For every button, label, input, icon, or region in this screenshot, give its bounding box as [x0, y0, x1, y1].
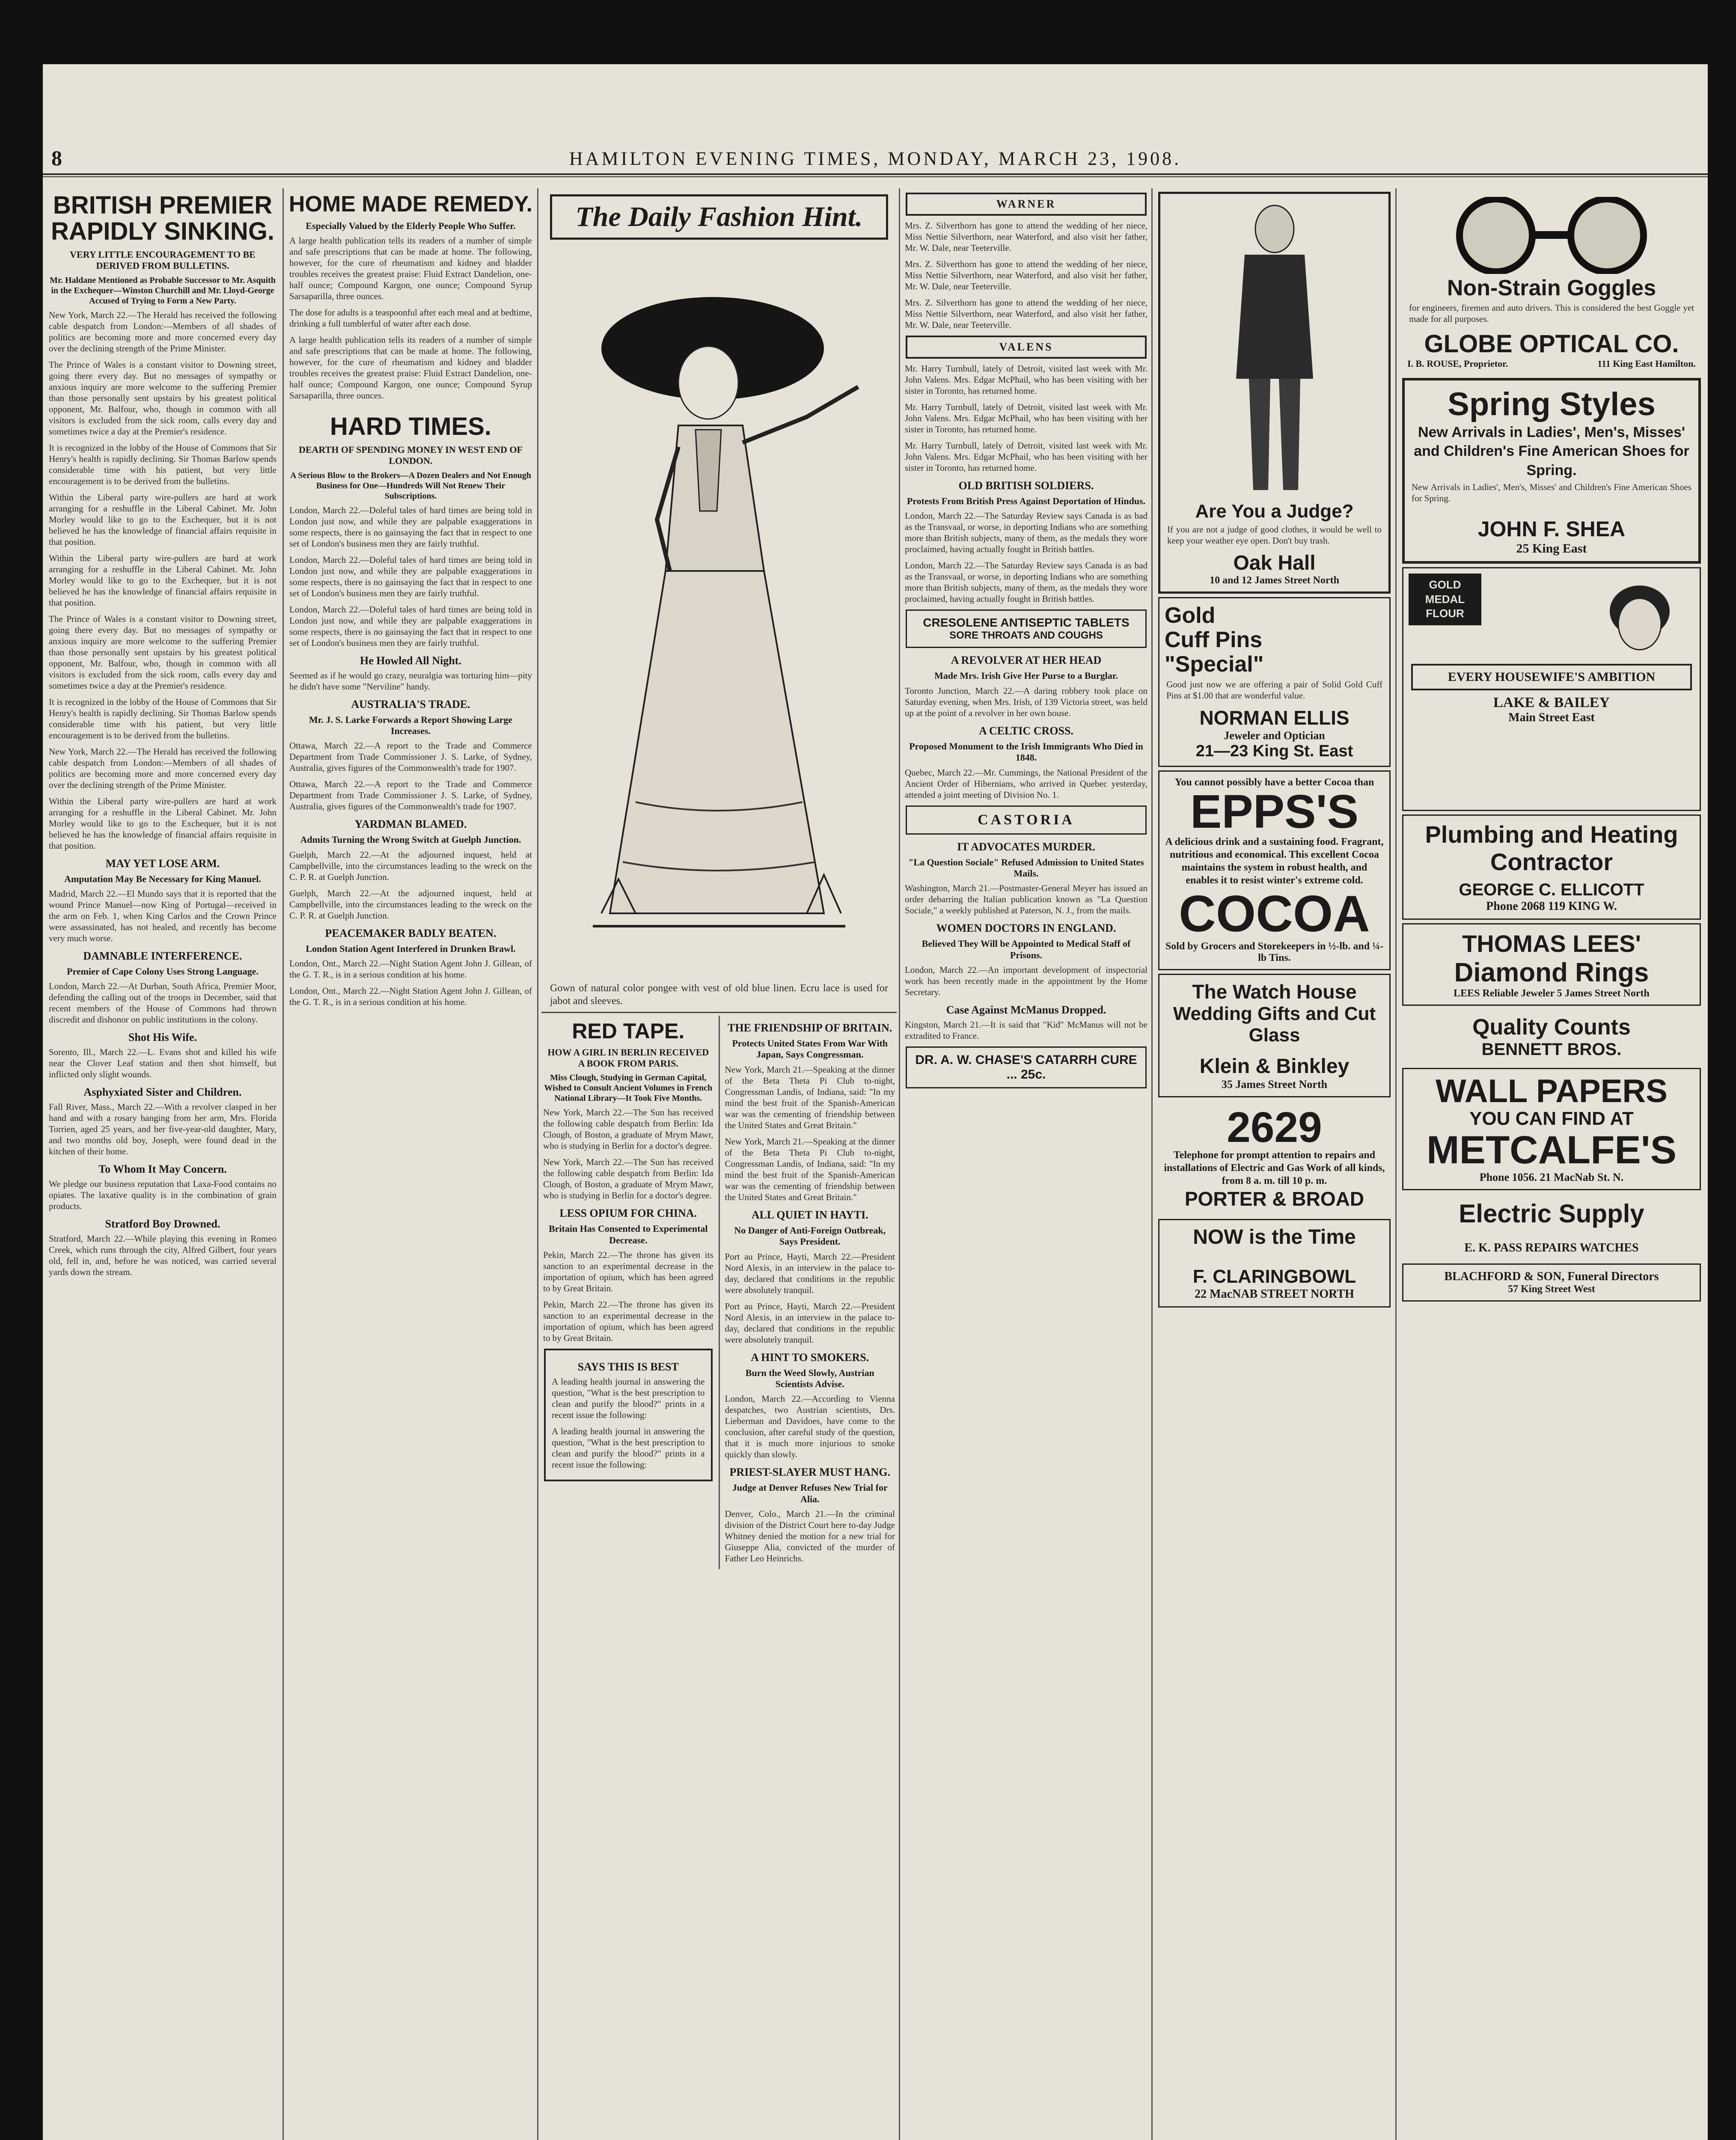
headline-warner: WARNER: [996, 198, 1056, 210]
section-rule: [541, 1012, 897, 1013]
article-paragraph: New York, March 21.—Speaking at the dinner of the Beta Theta Pi Club to-night, Congressman Landis, of Indiana, said: "In my mind the best fruit of the Spanish-American war was the cementing of friendship between the United States and Great Britain.": [725, 1064, 895, 1130]
article-paragraph: London, March 22.—At Durban, South Africa, Premier Moor, defending the calling out of the troops in December, said that recent members of the House of Commons had thrown discredit and dishonor on public institutions in the colony.: [49, 981, 276, 1025]
john-shea-address: 25 King East: [1516, 541, 1587, 556]
headline-valens: VALENS: [999, 341, 1053, 353]
article-paragraph: Mr. Harry Turnbull, lately of Detroit, visited last week with Mr. John Valens. Mrs. Edgar McPhail, who has been visiting with her sister in Toronto, has returned home.: [905, 363, 1147, 396]
article-paragraph: Mrs. Z. Silverthorn has gone to attend the wedding of her niece, Miss Nettie Silverthorn, near Waterford, and also visit her father, Mr. W. Dale, near Teeterville.: [905, 297, 1147, 330]
article-paragraph: London, March 22.—An important development of inspectorial work has been recently made in the appointment by the Home Secretary.: [905, 965, 1147, 998]
cresolene-title: CRESOLENE ANTISEPTIC TABLETS: [923, 616, 1130, 630]
cocoa-word: COCOA: [1179, 885, 1370, 942]
article-paragraph: It is recognized in the lobby of the House of Commons that Sir Henry's health is rapidly declining. Sir Thomas Barlow spends considerable time with his patient, but very little encouragement is to be derived from the bulletins.: [49, 696, 276, 740]
plumbing-ad: [1402, 814, 1701, 920]
article-paragraph: A large health publication tells its readers of a number of simple and safe prescriptions that can be made at home. The following, however, for the cure of rheumatism and kidney and bladder troubles receives the greatest praise: Fluid Extract Dandelion, one-half ounce; Compound Kargon, one ounce; Compound Syrup Sarsaparilla, three ounces.: [289, 235, 532, 301]
fashion-title-box: [550, 194, 888, 240]
deck: Admits Turning the Wrong Switch at Guelph Junction.: [300, 834, 521, 845]
article-paragraph: A large health publication tells its readers of a number of simple and safe prescriptions that can be made at home. The following, however, for the cure of rheumatism and kidney and bladder troubles receives the greatest praise: Fluid Extract Dandelion, one-half ounce; Compound Kargon, one ounce; Compound Syrup Sarsaparilla, three ounces.: [289, 334, 532, 401]
deck: HOW A GIRL IN BERLIN RECEIVED A BOOK FROM PARIS.: [547, 1046, 709, 1069]
ad-text: New Arrivals in Ladies', Men's, Misses' and Children's Fine American Shoes for Spring.: [1412, 482, 1691, 503]
article-paragraph: Madrid, March 22.—El Mundo says that it is reported that the wound Prince Manuel—now King of Portugal—received in the arm on Feb. 1, when King Carlos and the Crown Prince were assassinated, has not healed, and recently has become very much worse.: [49, 888, 276, 943]
fashion-illustration: [550, 246, 888, 982]
gold-medal-flour-ad: [1402, 567, 1701, 811]
headline-hayti: ALL QUIET IN HAYTI.: [751, 1208, 868, 1221]
article-paragraph: New York, March 22.—The Herald has received the following cable despatch from London:—Members of all shades of politics are becoming more and more concerned every day over the declining strength of the Prime Minister.: [49, 309, 276, 354]
headline-hint-smokers: A HINT TO SMOKERS.: [751, 1351, 869, 1364]
article-paragraph: Ottawa, March 22.—A report to the Trade and Commerce Department from Trade Commissioner J. S. Larke, of Sydney, Australia, gives figures of the Commonwealth's trade for 1907.: [289, 779, 532, 812]
ellicott-phone: Phone 2068 119 KING W.: [1486, 899, 1617, 913]
deck: Made Mrs. Irish Give Her Purse to a Burglar.: [934, 670, 1118, 681]
subcolumn-right: [720, 1016, 897, 1569]
headline-friendship: THE FRIENDSHIP OF BRITAIN.: [728, 1022, 892, 1034]
article-paragraph: Within the Liberal party wire-pullers are hard at work arranging for a reshuffle in the Liberal Cabinet. Mr. John Morley would like to go to the Exchequer, but it is not believed he has the knowledge of financial affairs requisite in that position.: [49, 796, 276, 851]
deck: Mr. J. S. Larke Forwards a Report Showing Large Increases.: [309, 714, 513, 737]
headline-asphyxiated: Asphyxiated Sister and Children.: [83, 1086, 242, 1099]
deck: DEARTH OF SPENDING MONEY IN WEST END OF LONDON.: [298, 444, 523, 467]
article-paragraph: The dose for adults is a teaspoonful after each meal and at bedtime, drinking a full tumblerful of water after each dose.: [289, 307, 532, 329]
lake-bailey-name: LAKE & BAILEY: [1493, 695, 1610, 711]
deck: Believed They Will be Appointed to Medical Staff of Prisons.: [922, 938, 1131, 960]
norman-ellis-address: 21—23 King St. East: [1195, 742, 1353, 760]
deck: Miss Clough, Studying in German Capital, Wished to Consult Ancient Volumes in French National Library—It Took Five Months.: [544, 1073, 713, 1103]
blachford-ad: [1402, 1263, 1701, 1302]
article-paragraph: Pekin, March 22.—The throne has given its sanction to an experimental decrease in the importation of opium, which has been agreed to by Great Britain.: [543, 1299, 713, 1343]
deck: VERY LITTLE ENCOURAGEMENT TO BE DERIVED FROM BULLETINS.: [70, 249, 256, 271]
warner-banner: [906, 193, 1147, 216]
claringbowl-name: F. CLARINGBOWL: [1192, 1266, 1356, 1287]
headline-revolver: A REVOLVER AT HER HEAD: [951, 654, 1102, 667]
article-paragraph: London, March 22.—The Saturday Review says Canada is as bad as the Transvaal, or worse, in deporting Indians who are something more than British subjects, many of them, as the medals they wore proclaimed, having actually fought in British battles.: [905, 511, 1147, 555]
newspaper-page: [43, 64, 1708, 2140]
deck: Mr. Haldane Mentioned as Probable Successor to Mr. Asquith in the Exchequer—Winston Churchill and Mr. Lloyd-George Accused of Trying to Form a New Party.: [50, 275, 276, 306]
article-paragraph: Toronto Junction, March 22.—A daring robbery took place on Saturday evening, when Mrs. Irish, of 139 Victoria street, was held up at the point of a revolver in her own house.: [905, 685, 1147, 718]
epps-cocoa-ad: [1158, 770, 1391, 970]
electric-supply: Electric Supply: [1459, 1199, 1644, 1228]
headline-less-opium: LESS OPIUM FOR CHINA.: [559, 1207, 697, 1220]
cuff-pins-word: Cuff Pins: [1165, 627, 1263, 653]
article-paragraph: London, Ont., March 22.—Night Station Agent John J. Gillean, of the G. T. R., is in a serious condition at his home.: [289, 958, 532, 980]
fashion-title: The Daily Fashion Hint.: [575, 201, 863, 232]
deck: "La Question Sociale" Refused Admission to United States Mails.: [908, 856, 1144, 879]
claringbowl-address: 22 MacNAB STREET NORTH: [1195, 1287, 1354, 1301]
article-paragraph: New York, March 22.—The Sun has received the following cable despatch from Berlin: Ida Clough, of Boston, a graduate of Mrym Mawr, who is studying in Berlin for a doctor's degree.: [543, 1107, 713, 1151]
headline-damnable: DAMNABLE INTERFERENCE.: [83, 949, 242, 962]
column-rule: [1151, 188, 1153, 2140]
article-paragraph: Quebec, March 22.—Mr. Cummings, the National President of the Ancient Order of Hibernians, who arrived in Quebec yesterday, attended a joint meeting of Division No. 1.: [905, 767, 1147, 800]
judge-headline: Are You a Judge?: [1195, 501, 1354, 522]
diamond-rings: Diamond Rings: [1454, 957, 1649, 987]
article-paragraph: Mr. Harry Turnbull, lately of Detroit, visited last week with Mr. John Valens. Mrs. Edgar McPhail, who has been visiting with her sister in Toronto, has returned home.: [905, 440, 1147, 473]
column-1: [47, 188, 278, 2140]
valens-banner: [906, 336, 1147, 359]
page-number: 8: [51, 146, 62, 170]
article-paragraph: Port au Prince, Hayti, March 22.—President Nord Alexis, in an interview in the palace to-day, declared that conditions in the republic were absolutely tranquil.: [725, 1301, 895, 1345]
globe-optical-ad: [1402, 192, 1701, 374]
deck: Protects United States From War With Japan, Says Congressman.: [732, 1038, 888, 1060]
says-this-is-best-box: [544, 1349, 713, 1481]
bennett-name: BENNETT BROS.: [1481, 1040, 1622, 1059]
lake-bailey-address: Main Street East: [1508, 711, 1595, 725]
castoria-title: CASTORIA: [978, 811, 1075, 828]
spring-styles-headline: Spring Styles: [1448, 386, 1656, 423]
article-paragraph: We pledge our business reputation that Laxa-Food contains no opiates. The laxative quality is in the combination of grain products.: [49, 1179, 276, 1212]
thomas-lees-ad: [1402, 923, 1701, 1006]
globe-details: [1407, 358, 1696, 369]
gentleman-figure-icon: [1219, 199, 1330, 499]
article-paragraph: New York, March 21.—Speaking at the dinner of the Beta Theta Pi Club to-night, Congressman Landis, of Indiana, said: "In my mind the best fruit of the Spanish-American war was the cementing of friendship between the United States and Great Britain.": [725, 1136, 895, 1202]
spring-styles-ad: [1402, 378, 1701, 564]
column-3: [541, 188, 897, 2140]
metcalfe-name: METCALFE'S: [1426, 1128, 1677, 1172]
headline-priest-slayer: PRIEST-SLAYER MUST HANG.: [729, 1466, 890, 1479]
gold-cuff-pins-ad: [1158, 597, 1391, 767]
deck: Premier of Cape Colony Uses Strong Language.: [67, 966, 259, 977]
pass-repairs: E. K. PASS REPAIRS WATCHES: [1464, 1241, 1639, 1254]
article-paragraph: The Prince of Wales is a constant visitor to Downing street, going there every day. But no messages of sympathy or anxious inquiry are more welcome to the suffering Premier than those personally sent upstairs by his greatest political opponent, Mr. Balfour, who, though in common with all visitors is excluded from the sick room, calls every day and sometimes twice a day at the Premier's residence.: [49, 359, 276, 437]
metcalfe-address: Phone 1056. 21 MacNab St. N.: [1479, 1171, 1624, 1183]
column-rule: [1395, 188, 1397, 2140]
headline-celtic-cross: A CELTIC CROSS.: [979, 724, 1073, 737]
headline-home-made-remedy: HOME MADE REMEDY.: [288, 192, 533, 217]
bennett-ad: [1402, 1009, 1701, 1064]
wall-papers: WALL PAPERS: [1436, 1073, 1668, 1109]
ad-text: for engineers, firemen and auto drivers. This is considered the best Goggle yet made for all purposes.: [1409, 303, 1694, 324]
lees-name: THOMAS LEES': [1462, 930, 1641, 957]
article-paragraph: New York, March 22.—The Herald has received the following cable despatch from London:—Members of all shades of politics are becoming more and more concerned every day over the declining strength of the Prime Minister.: [49, 746, 276, 790]
fashion-figure-icon: [550, 246, 888, 982]
article-paragraph: Within the Liberal party wire-pullers are hard at work arranging for a reshuffle in the Liberal Cabinet. Mr. John Morley would like to go to the Exchequer, but it is not believed he has the knowledge of financial affairs requisite in that position.: [49, 492, 276, 547]
cresolene-subtitle: SORE THROATS AND COUGHS: [949, 630, 1103, 642]
subcolumn-left: [541, 1016, 720, 1569]
headline-yardman: YARDMAN BLAMED.: [354, 818, 467, 831]
masthead-rule-thin: [43, 176, 1708, 177]
headline-australia-trade: AUSTRALIA'S TRADE.: [351, 698, 470, 710]
oak-hall-address: 10 and 12 James Street North: [1210, 575, 1339, 586]
article-paragraph: Sorento, Ill., March 22.—L. Evans shot and killed his wife near the Clover Leaf station and then shot himself, but inflicted only slight wounds.: [49, 1047, 276, 1080]
article-paragraph: London, March 22.—According to Vienna despatches, two Austrian scientists, Drs. Lieberman and Davidoes, have come to the conclusion, after careful study of the question, that it is much more injurious to smoke quickly than slowly.: [725, 1394, 895, 1460]
article-paragraph: London, Ont., March 22.—Night Station Agent John J. Gillean, of the G. T. R., is in a serious condition at his home.: [289, 986, 532, 1008]
column-4: [903, 188, 1149, 2140]
goggles-icon: [1432, 197, 1671, 274]
article-paragraph: Stratford, March 22.—While playing this evening in Romeo Creek, which runs through the city, Alfred Gilbert, four years old, fell in, and, before he was noticed, was carried several yards down the stream.: [49, 1233, 276, 1278]
chase-title: DR. A. W. CHASE'S CATARRH CURE ... 25c.: [915, 1053, 1137, 1082]
goggles-headline: Non-Strain Goggles: [1447, 276, 1656, 300]
masthead: HAMILTON EVENING TIMES, MONDAY, MARCH 23, 1908.: [569, 148, 1182, 169]
article-paragraph: Guelph, March 22.—At the adjourned inquest, held at Campbellville, into the circumstances leading to the wreck on the C. P. R. at Guelph Junction.: [289, 888, 532, 921]
article-paragraph: Fall River, Mass., March 22.—With a revolver clasped in her hand and with a rosary hanging from her arm, Mrs. Florida Torrien, aged 25 years, and her five-year-old daughter, Mary, and two months old boy, Joseph, were found dead in the kitchen of their home.: [49, 1102, 276, 1157]
article-paragraph: Seemed as if he would go crazy, neuralgia was torturing him—pity he didn't have some "Nerviline" handy.: [289, 670, 532, 692]
deck: Britain Has Consented to Experimental Decrease.: [548, 1223, 708, 1245]
article-paragraph: Port au Prince, Hayti, March 22.—President Nord Alexis, in an interview in the palace to-day, declared that conditions in the republic were absolutely tranquil.: [725, 1251, 895, 1295]
claringbowl-ad: [1158, 1219, 1391, 1308]
castoria-ad: [906, 805, 1147, 835]
headline-old-soldiers: OLD BRITISH SOLDIERS.: [958, 479, 1094, 492]
epps-lead: You cannot possibly have a better Cocoa than: [1174, 776, 1374, 788]
article-paragraph: Washington, March 21.—Postmaster-General Meyer has issued an order debarring the Italian publication known as "La Question Sociale," a weekly published at Paterson, N. J., from the mails.: [905, 883, 1147, 916]
ellicott-name: GEORGE C. ELLICOTT: [1459, 880, 1644, 899]
norman-ellis-name: NORMAN ELLIS: [1199, 706, 1350, 729]
globe-address: 111 King East Hamilton.: [1597, 358, 1696, 369]
article-paragraph: London, March 22.—Doleful tales of hard times are being told in London just now, and while they are palpable exaggerations in some respects, there is no gainsaying the fact that in respect to one set of London's business men they are fairly truthful.: [289, 505, 532, 549]
headline-peacemaker: PEACEMAKER BADLY BEATEN.: [325, 927, 496, 939]
article-paragraph: Denver, Colo., March 21.—In the criminal division of the District Court here to-day Judge Whitney denied the motion for a new trial for Giuseppe Alia, convicted of the murder of Father Leo Heinrichs.: [725, 1509, 895, 1564]
deck: No Danger of Anti-Foreign Outbreak, Says President.: [734, 1225, 886, 1247]
article-paragraph: London, March 22.—The Saturday Review says Canada is as bad as the Transvaal, or worse, in deporting Indians who are something more than British subjects, many of them, as the medals they wore proclaimed, having actually fought in British battles.: [905, 560, 1147, 604]
globe-optical-name: GLOBE OPTICAL CO.: [1424, 330, 1679, 358]
porter-broad-ad: [1158, 1101, 1391, 1216]
article-paragraph: Mrs. Z. Silverthorn has gone to attend the wedding of her niece, Miss Nettie Silverthorn, near Waterford, and also visit her father, Mr. W. Dale, near Teeterville.: [905, 220, 1147, 253]
column-5: [1156, 188, 1393, 2140]
deck: Amputation May Be Necessary for King Manuel.: [64, 873, 261, 884]
epps-name: EPPS'S: [1190, 785, 1358, 838]
column-6: [1400, 188, 1703, 2140]
deck: Burn the Weed Slowly, Austrian Scientists Advise.: [745, 1367, 874, 1389]
column-2: [288, 188, 534, 2140]
article-paragraph: A leading health journal in answering the question, "What is the best prescription to clean and purify the blood?" prints in a recent issue the following:: [552, 1426, 705, 1470]
article-paragraph: Within the Liberal party wire-pullers are hard at work arranging for a reshuffle in the Liberal Cabinet. Mr. John Morley would like to go to the Exchequer, but it is not believed he has the knowledge of financial affairs requisite in that position.: [49, 553, 276, 608]
klein-binkley-name: Klein & Binkley: [1199, 1055, 1350, 1078]
ambition-title: EVERY HOUSEWIFE'S AMBITION: [1448, 670, 1656, 684]
watch-house-ad: [1158, 974, 1391, 1097]
cocoa-sold-by: Sold by Grocers and Storekeepers in ½-lb. and ¼-lb Tins.: [1165, 940, 1384, 963]
article-paragraph: Mrs. Z. Silverthorn has gone to attend the wedding of her niece, Miss Nettie Silverthorn, near Waterford, and also visit her father, Mr. W. Dale, near Teeterville.: [905, 259, 1147, 291]
headline-women-doctors: WOMEN DOCTORS IN ENGLAND.: [936, 922, 1116, 935]
oak-hall-name: Oak Hall: [1233, 552, 1316, 574]
lees-address: LEES Reliable Jeweler 5 James Street North: [1454, 987, 1650, 999]
deck: London Station Agent Interfered in Drunken Brawl.: [306, 943, 516, 954]
article-paragraph: Mr. Harry Turnbull, lately of Detroit, visited last week with Mr. John Valens. Mrs. Edgar McPhail, who has been visiting with her sister in Toronto, has returned home.: [905, 402, 1147, 434]
find-at: YOU CAN FIND AT: [1469, 1108, 1634, 1129]
column-rule: [537, 188, 538, 2140]
housewife-portrait-icon: [1593, 577, 1687, 671]
article-paragraph: A leading health journal in answering the question, "What is the best prescription to clean and purify the blood?" prints in a recent issue the following:: [552, 1376, 705, 1421]
quality-counts: Quality Counts: [1472, 1014, 1631, 1040]
spring-styles-text: New Arrivals in Ladies', Men's, Misses' and Children's Fine American Shoes for Spring.: [1414, 424, 1689, 479]
subcolumns: [541, 1016, 897, 1569]
plumbing-headline: Plumbing and Heating Contractor: [1425, 820, 1678, 876]
headline-howled: He Howled All Night.: [360, 654, 461, 667]
headline-british-premier: BRITISH PREMIER RAPIDLY SINKING.: [51, 191, 275, 245]
article-paragraph: New York, March 22.—The Sun has received the following cable despatch from Berlin: Ida Clough, of Boston, a graduate of Mrym Mawr, who is studying in Berlin for a doctor's degree.: [543, 1157, 713, 1201]
watch-house-offer: Wedding Gifts and Cut Glass: [1173, 1003, 1376, 1046]
gold-word: Gold: [1165, 603, 1216, 628]
globe-proprietor: I. B. ROUSE, Proprietor.: [1407, 358, 1508, 369]
deck: Proposed Monument to the Irish Immigrants Who Died in 1848.: [909, 740, 1143, 763]
blachford-address: 57 King Street West: [1508, 1283, 1595, 1295]
deck: A Serious Blow to the Brokers—A Dozen Dealers and Not Enough Business for One—Hundreds Will Not Renew Their Subscriptions.: [290, 470, 531, 501]
watch-house-name: The Watch House: [1192, 980, 1357, 1003]
klein-binkley-address: 35 James Street North: [1221, 1078, 1328, 1091]
metcalfe-ad: [1402, 1068, 1701, 1190]
article-paragraph: Ottawa, March 22.—A report to the Trade and Commerce Department from Trade Commissioner J. S. Larke, of Sydney, Australia, gives figures of the Commonwealth's trade for 1907.: [289, 740, 532, 773]
headline-to-whom: To Whom It May Concern.: [98, 1163, 227, 1176]
epps-text: A delicious drink and a sustaining food. Fragrant, nutritious and economical. This excellent Cocoa maintains the system in robust health, and enables it to resist winter's extreme cold.: [1165, 836, 1384, 886]
chase-catarrh-ad: [906, 1046, 1147, 1088]
cresolene-ad: [906, 609, 1147, 648]
headline-may-lose-arm: MAY YET LOSE ARM.: [105, 857, 220, 870]
john-shea-name: JOHN F. SHEA: [1477, 517, 1626, 541]
phone-2629: 2629: [1227, 1103, 1322, 1151]
now-time: NOW is the Time: [1193, 1225, 1356, 1248]
headline-red-tape: RED TAPE.: [572, 1019, 685, 1043]
ad-text: Good just now we are offering a pair of Solid Gold Cuff Pins at $1.00 that are wonderful value.: [1166, 679, 1382, 701]
column-rule: [899, 188, 900, 2140]
special-word: "Special": [1165, 652, 1264, 677]
deck: Especially Valued by the Elderly People Who Suffer.: [306, 220, 516, 231]
deck: Judge at Denver Refuses New Trial for Alia.: [732, 1482, 888, 1504]
article-paragraph: The Prince of Wales is a constant visitor to Downing street, going there every day. But no messages of sympathy or anxious inquiry are more welcome to the suffering Premier than those personally sent upstairs by his greatest political opponent, Mr. Balfour, who, though in common with all visitors is excluded from the sick room, calls every day and sometimes twice a day at the Premier's residence.: [49, 613, 276, 691]
headline-shot-wife: Shot His Wife.: [128, 1031, 197, 1044]
headline-stratford-boy: Stratford Boy Drowned.: [105, 1218, 220, 1230]
article-paragraph: Kingston, March 21.—It is said that "Kid" McManus will not be extradited to France.: [905, 1019, 1147, 1041]
headline-advocates-murder: IT ADVOCATES MURDER.: [957, 840, 1095, 853]
article-paragraph: Pekin, March 22.—The throne has given its sanction to an experimental decrease in the importation of opium, which has been agreed to by Great Britain.: [543, 1250, 713, 1294]
ad-text: If you are not a judge of good clothes, it would be well to keep your weather eye open. Don't buy trash.: [1167, 524, 1382, 546]
article-paragraph: London, March 22.—Doleful tales of hard times are being told in London just now, and while they are palpable exaggerations in some respects, there is no gainsaying the fact that in respect to one set of London's business men they are fairly truthful.: [289, 604, 532, 648]
headline-mcmanus: Case Against McManus Dropped.: [946, 1004, 1106, 1016]
headline-says-best: SAYS THIS IS BEST: [577, 1361, 679, 1373]
deck: Protests From British Press Against Deportation of Hindus.: [907, 496, 1146, 506]
porter-broad-name: PORTER & BROAD: [1184, 1187, 1364, 1210]
headline-hard-times: HARD TIMES.: [330, 412, 491, 440]
norman-ellis-trade: Jeweler and Optician: [1224, 729, 1325, 742]
column-rule: [282, 188, 284, 2140]
article-paragraph: It is recognized in the lobby of the House of Commons that Sir Henry's health is rapidly declining. Sir Thomas Barlow spends considerable time with his patient, but very little encouragement is to be derived from the bulletins.: [49, 442, 276, 486]
masthead-rule: [43, 173, 1708, 175]
gold-medal-badge: GOLD MEDAL FLOUR: [1409, 574, 1481, 625]
oak-hall-ad: [1158, 192, 1391, 594]
article-paragraph: Guelph, March 22.—At the adjourned inquest, held at Campbellville, into the circumstances leading to the wreck on the C. P. R. at Guelph Junction.: [289, 849, 532, 882]
porter-text: Telephone for prompt attention to repairs and installations of Electric and Gas Work of all kinds, from 8 a. m. till 10 p. m.: [1164, 1149, 1385, 1186]
blachford-name: BLACHFORD & SON, Funeral Directors: [1444, 1269, 1659, 1283]
article-paragraph: London, March 22.—Doleful tales of hard times are being told in London just now, and while they are palpable exaggerations in some respects, there is no gainsaying the fact that in respect to one set of London's business men they are fairly truthful.: [289, 554, 532, 598]
fashion-caption: Gown of natural color pongee with vest of old blue linen. Ecru lace is used for jabot and sleeves.: [550, 983, 888, 1007]
electric-supply-ad: [1402, 1194, 1701, 1260]
